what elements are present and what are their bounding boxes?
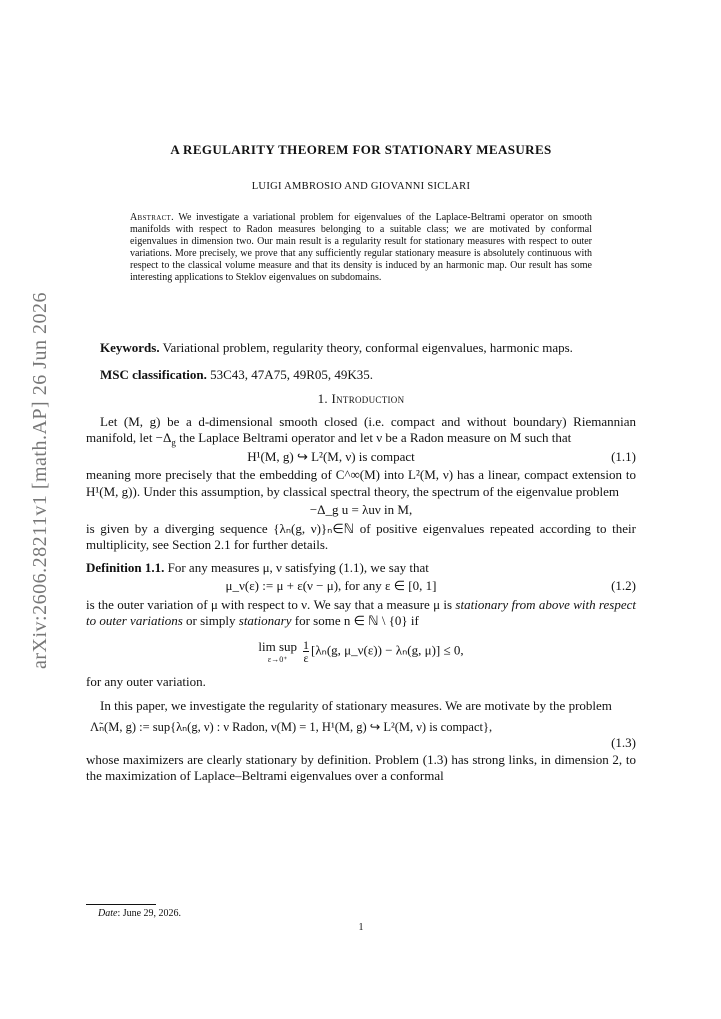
paragraph-maximizers: whose maximizers are clearly stationary by definition. Problem (1.3) has strong links, in dimension 2, to the maximization of Laplace–Beltrami eigenvalues over a conformal [86, 751, 636, 783]
msc-classification [86, 367, 636, 384]
definition-1-1: Definition 1.1. For any measures μ, ν satisfying (1.1), we say that [86, 559, 429, 575]
definition-label: Definition 1.1. [86, 559, 165, 575]
paragraph-problem: In this paper, we investigate the regularity of stationary measures. We are motivate by the problem [100, 698, 612, 713]
equation-1-2: μ_ν(ε) := μ + ε(ν − μ), for any ε ∈ [0, 1] (1.2) [225, 578, 636, 593]
footnote-date: Date: June 29, 2026. [98, 908, 182, 919]
abstract-text: We investigate a variational problem for eigenvalues of the Laplace-Beltrami operator on smooth manifolds with respect to Radon measures belonging to a suitable class; we are motivated by conformal eigenvalues in dimension two. Our main result is a regularity result for stationary measures with respect to outer variations. More precisely, we prove that any sufficiently regular stationary measure is absolutely continuous with respect to the classical volume measure and that its density is induced by an harmonic map. Our result has some interesting applications to Steklov eigenvalues on subdomains. [130, 212, 592, 284]
keywords-text: Variational problem, regularity theory, conformal eigenvalues, harmonic maps. [162, 340, 573, 355]
keywords [86, 340, 636, 357]
equation-number: (1.3) [611, 735, 636, 750]
equation-1-3: Λ̃ₙ(M, g) := sup{λₙ(g, ν) : ν Radon, ν(M) = 1, H¹(M, g) ↪ L²(M, ν) is compact}, [90, 719, 493, 734]
paragraph-intro: Let (M, g) be a d-dimensional smooth closed (i.e. compact and without boundary) Riemannian manifold, let $-\Delta_g$ the Laplace Beltrami operator and let ν be a Radon measure on M such that [86, 413, 636, 448]
abstract [130, 212, 592, 285]
paper-authors: LUIGI AMBROSIO AND GIOVANNI SICLARI [251, 181, 471, 192]
equation-limsup: lim sup ε→0⁺ $\frac{1}{\varepsilon}$ [λₙ(g, μ_ν(ε)) − λₙ(g, μ)] ≤ 0, [258, 638, 464, 665]
page-number: 1 [358, 922, 364, 933]
equation-number: (1.1) [611, 448, 636, 464]
arxiv-identifier: arXiv:2606.28211v1 [math.AP] 26 Jun 2026 [28, 291, 51, 669]
paper-title: A REGULARITY THEOREM FOR STATIONARY MEASURES [170, 142, 552, 157]
msc-text: 53C43, 47A75, 49R05, 49K35. [210, 366, 374, 382]
abstract-label: Abstract. [130, 212, 174, 223]
paragraph-outer: for any outer variation. [86, 673, 206, 689]
equation-number: (1.2) [611, 578, 636, 593]
paragraph-outer-variation: is the outer variation of μ with respect to ν. We say that a measure μ is stationary from above with respect to outer variations or simply stationary for some n ∈ ℕ \ {0} if [86, 596, 636, 628]
equation-eigenvalue: −Δ_g u = λuν in M, [309, 502, 413, 517]
paragraph-embedding: meaning more precisely that the embedding of C^∞(M) into L²(M, ν) has a linear, compact extension to H¹(M, g)). Under this assumption, by classical spectral theory, the spectrum of the eigenvalue problem [86, 467, 636, 499]
equation-1-1: H¹(M, g) ↪ L²(M, ν) is compact (1.1) [247, 448, 636, 464]
keywords-label: Keywords. [100, 340, 160, 355]
paper-body [86, 340, 636, 785]
section-title: 1. Introduction [317, 391, 405, 406]
paragraph-spectrum: is given by a diverging sequence {λₙ(g, ν)}ₙ∈ℕ of positive eigenvalues repeated according to their multiplicity, see Section 2.1 for further details. [86, 520, 636, 552]
arxiv-sidebar [18, 280, 62, 680]
msc-label: MSC classification. [100, 366, 207, 382]
footnote-rule [86, 904, 156, 905]
